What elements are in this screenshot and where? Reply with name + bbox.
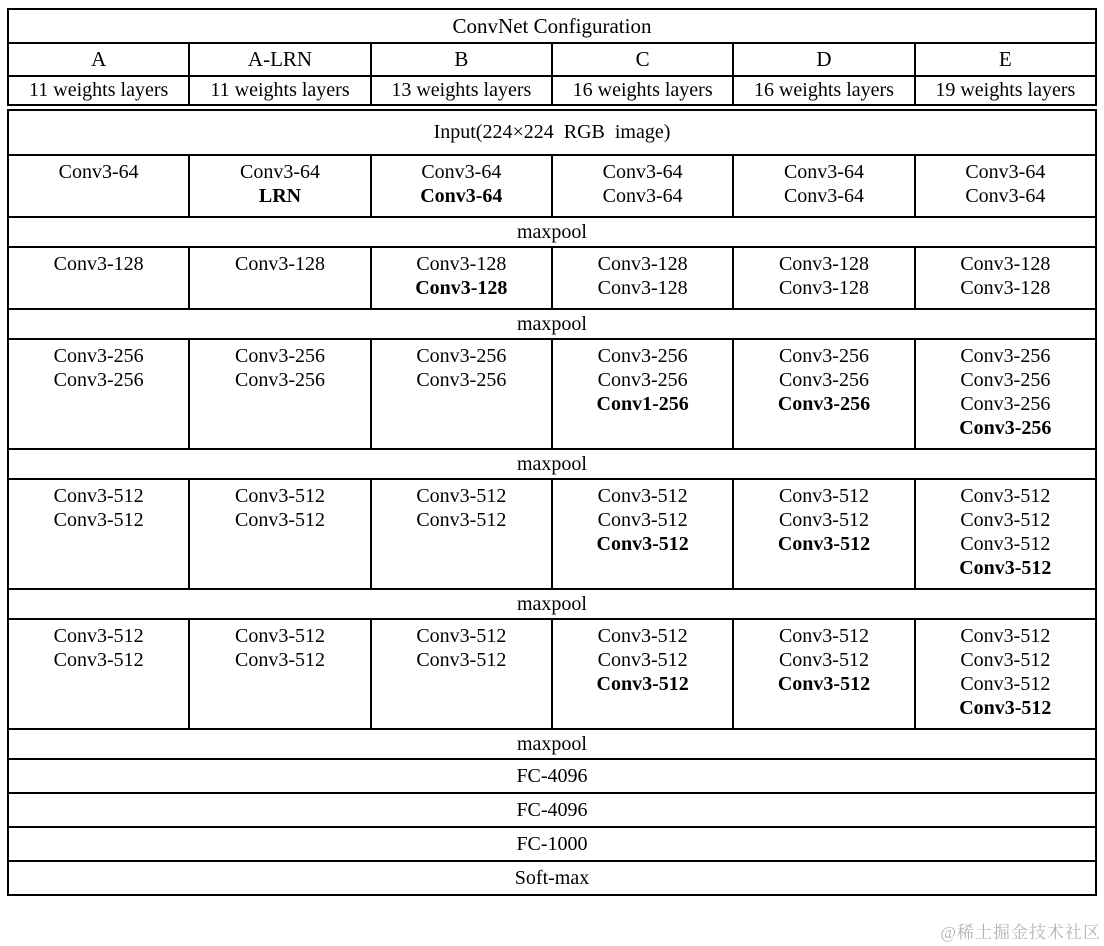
layer-label: Conv3-128 [597, 253, 688, 275]
conv-cell-A-LRN [189, 155, 370, 217]
conv-cell-B [371, 619, 552, 729]
conv-block-row [8, 155, 1096, 217]
layer-label: Conv3-512 [234, 485, 325, 507]
layer-label: Conv3-256 [234, 369, 325, 391]
fc-row [8, 827, 1096, 861]
layer-label: Conv3-256 [53, 345, 144, 367]
conv-block-row [8, 339, 1096, 449]
layer-label-added: Conv3-512 [596, 673, 689, 695]
layer-label-added: Conv3-512 [959, 697, 1052, 719]
conv-cell-A [8, 247, 189, 309]
layer-label: Conv3-512 [234, 649, 325, 671]
layer-label: Conv3-512 [960, 533, 1051, 555]
layer-label: Conv3-512 [416, 649, 507, 671]
conv-cell-A [8, 339, 189, 449]
layer-label-added: Conv3-256 [959, 417, 1052, 439]
conv-cell-D [733, 339, 914, 449]
layer-label-added: Conv3-64 [420, 185, 503, 207]
layer-label: Conv3-512 [416, 625, 507, 647]
conv-cell-C [552, 339, 733, 449]
conv-cell-D [733, 155, 914, 217]
layer-label: Conv3-64 [965, 185, 1046, 207]
layer-label: Conv3-256 [416, 369, 507, 391]
weights-layers-B: 13 weights layers [371, 76, 552, 108]
layer-label: Conv3-64 [602, 185, 683, 207]
pool-row [8, 729, 1096, 759]
conv-cell-C [552, 247, 733, 309]
pool-row [8, 217, 1096, 247]
conv-cell-A-LRN [189, 247, 370, 309]
layer-label: Conv3-256 [960, 393, 1051, 415]
conv-cell-D [733, 479, 914, 589]
input-cell: Input(224×224 RGB image) [8, 108, 1096, 156]
column-header-E: E [915, 43, 1096, 76]
layer-label: Conv3-512 [960, 673, 1051, 695]
weights-layers-A: 11 weights layers [8, 76, 189, 108]
input-row [8, 108, 1096, 156]
layer-label: Conv3-256 [597, 345, 688, 367]
layer-label: Conv3-512 [53, 485, 144, 507]
conv-cell-D [733, 619, 914, 729]
conv-cell-A [8, 155, 189, 217]
column-header-D: D [733, 43, 914, 76]
layer-label: Conv3-512 [597, 509, 688, 531]
layer-label: Conv3-256 [960, 369, 1051, 391]
layer-label: Conv3-64 [58, 161, 139, 183]
layer-label: Conv3-64 [421, 161, 502, 183]
conv-cell-C [552, 619, 733, 729]
layer-label: Conv3-512 [778, 485, 869, 507]
maxpool-cell: maxpool [8, 589, 1096, 619]
fc-cell: FC-4096 [8, 759, 1096, 793]
maxpool-cell: maxpool [8, 449, 1096, 479]
maxpool-cell: maxpool [8, 309, 1096, 339]
layer-label: Conv3-64 [783, 161, 864, 183]
layer-label: Conv3-512 [960, 625, 1051, 647]
fc-row [8, 759, 1096, 793]
pool-row [8, 449, 1096, 479]
conv-block-row [8, 619, 1096, 729]
layer-label: Conv3-512 [960, 509, 1051, 531]
layer-label: Conv3-256 [597, 369, 688, 391]
layer-label: Conv3-128 [416, 253, 507, 275]
conv-cell-A-LRN [189, 619, 370, 729]
layer-label: Conv3-512 [416, 485, 507, 507]
conv-cell-E [915, 619, 1096, 729]
fc-cell: FC-4096 [8, 793, 1096, 827]
conv-cell-E [915, 479, 1096, 589]
conv-cell-E [915, 155, 1096, 217]
column-header-C: C [552, 43, 733, 76]
layer-label: Conv3-128 [597, 277, 688, 299]
weights-layers-E: 19 weights layers [915, 76, 1096, 108]
fc-cell: Soft-max [8, 861, 1096, 895]
maxpool-cell: maxpool [8, 729, 1096, 759]
weights-layers-row [8, 76, 1096, 108]
layer-label-added: Conv1-256 [596, 393, 689, 415]
layer-label-added: Conv3-256 [777, 393, 871, 415]
pool-row [8, 309, 1096, 339]
conv-cell-B [371, 247, 552, 309]
conv-cell-A-LRN [189, 479, 370, 589]
pool-row [8, 589, 1096, 619]
column-header-A: A [8, 43, 189, 76]
conv-cell-C [552, 155, 733, 217]
weights-layers-A-LRN: 11 weights layers [189, 76, 370, 108]
fc-cell: FC-1000 [8, 827, 1096, 861]
layer-label: Conv3-256 [416, 345, 507, 367]
layer-label: Conv3-512 [234, 625, 325, 647]
layer-label: Conv3-512 [234, 509, 325, 531]
conv-cell-A [8, 479, 189, 589]
layer-label: Conv3-512 [778, 509, 869, 531]
layer-label: Conv3-512 [960, 649, 1051, 671]
layer-label: Conv3-256 [234, 345, 325, 367]
weights-layers-D: 16 weights layers [733, 76, 914, 108]
layer-label: Conv3-64 [783, 185, 864, 207]
layer-label: Conv3-128 [960, 277, 1051, 299]
layer-label: Conv3-512 [53, 649, 144, 671]
layer-label: Conv3-512 [597, 649, 688, 671]
layer-label: Conv3-64 [602, 161, 683, 183]
conv-block-row [8, 479, 1096, 589]
column-header-B: B [371, 43, 552, 76]
fc-row [8, 861, 1096, 895]
conv-cell-B [371, 479, 552, 589]
layer-label: Conv3-512 [778, 649, 869, 671]
conv-cell-B [371, 155, 552, 217]
conv-block-row [8, 247, 1096, 309]
layer-label: Conv3-256 [53, 369, 144, 391]
layer-label: Conv3-512 [53, 509, 144, 531]
conv-cell-A [8, 619, 189, 729]
conv-cell-E [915, 339, 1096, 449]
title-row [8, 9, 1096, 43]
conv-cell-E [915, 247, 1096, 309]
layer-label: Conv3-128 [234, 253, 325, 275]
layer-label-added: Conv3-512 [777, 673, 871, 695]
convnet-config-table [7, 8, 1097, 896]
column-header-row [8, 43, 1096, 76]
layer-label: Conv3-512 [960, 485, 1051, 507]
layer-label: Conv3-128 [960, 253, 1051, 275]
layer-label: Conv3-512 [597, 625, 688, 647]
layer-label: Conv3-64 [965, 161, 1046, 183]
column-header-A-LRN: A-LRN [189, 43, 370, 76]
layer-label: Conv3-128 [778, 277, 869, 299]
layer-label: Conv3-512 [53, 625, 144, 647]
layer-label-added: LRN [258, 185, 302, 207]
fc-row [8, 793, 1096, 827]
conv-cell-A-LRN [189, 339, 370, 449]
layer-label: Conv3-128 [778, 253, 869, 275]
maxpool-cell: maxpool [8, 217, 1096, 247]
conv-cell-B [371, 339, 552, 449]
layer-label-added: Conv3-512 [596, 533, 689, 555]
layer-label: Conv3-512 [597, 485, 688, 507]
table-body [8, 108, 1096, 896]
layer-label-added: Conv3-512 [777, 533, 871, 555]
layer-label: Conv3-64 [239, 161, 320, 183]
layer-label-added: Conv3-512 [959, 557, 1052, 579]
watermark: @稀土掘金技术社区 [940, 923, 1101, 942]
layer-label: Conv3-256 [778, 345, 869, 367]
layer-label-added: Conv3-128 [415, 277, 508, 299]
weights-layers-C: 16 weights layers [552, 76, 733, 108]
layer-label: Conv3-128 [53, 253, 144, 275]
conv-cell-D [733, 247, 914, 309]
conv-cell-C [552, 479, 733, 589]
layer-label: Conv3-256 [960, 345, 1051, 367]
layer-label: Conv3-512 [778, 625, 869, 647]
table-title: ConvNet Configuration [8, 9, 1096, 43]
layer-label: Conv3-512 [416, 509, 507, 531]
layer-label: Conv3-256 [778, 369, 869, 391]
